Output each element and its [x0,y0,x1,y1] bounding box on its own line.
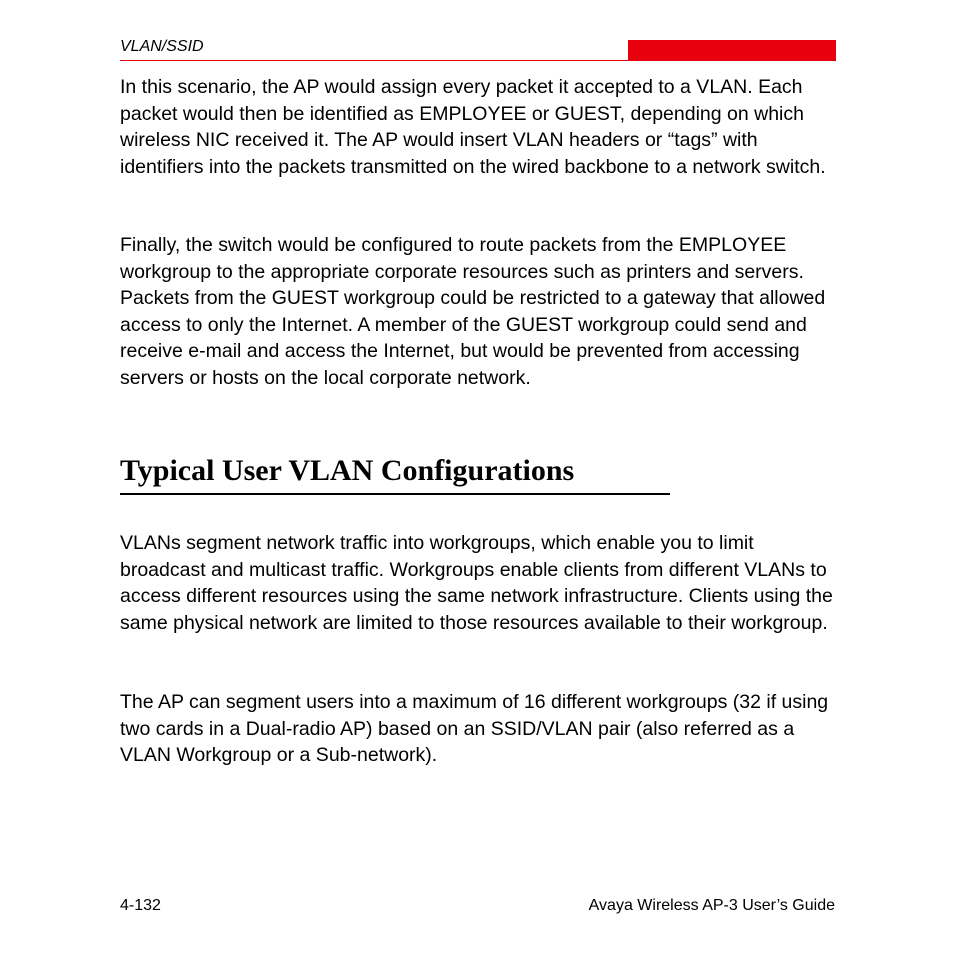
body-paragraph-1: In this scenario, the AP would assign every packet it accepted to a VLAN. Each packet would then be identified as EMPLOYEE or GUEST, depending on which wireless NIC received it. The AP would insert VLAN headers or “tags” with identifiers into the packets transmitted on the wired backbone to a network switch. [120,76,826,178]
body-paragraph-2: Finally, the switch would be configured to route packets from the EMPLOYEE workgroup to the appropriate corporate resources such as printers and servers. Packets from the GUEST workgroup could be restricted to a gateway that allowed access to only the Internet. A member of the GUEST workgroup could send and receive e-mail and access the Internet, but would be prevented from accessing servers or hosts on the local corporate network. [120,234,826,389]
header-accent-bar [628,40,836,60]
header-rule [120,60,836,61]
body-paragraph-3: VLANs segment network traffic into workgroups, which enable you to limit broadcast and multicast traffic. Workgroups enable clients from different VLANs to access different resources using the same network infrastructure. Clients using the same physical network are limited to those resources available to their workgroup. [120,532,833,634]
section-heading: Typical User VLAN Configurations [120,454,575,487]
section-heading-rule [120,493,670,495]
guide-title: Avaya Wireless AP-3 User’s Guide [588,897,835,914]
running-header-label: VLAN/SSID [120,38,204,55]
page-number: 4-132 [120,897,161,914]
body-paragraph-4: The AP can segment users into a maximum of 16 different workgroups (32 if using two cards in a Dual-radio AP) based on an SSID/VLAN pair (also referred as a VLAN Workgroup or a Sub-network). [120,691,829,766]
